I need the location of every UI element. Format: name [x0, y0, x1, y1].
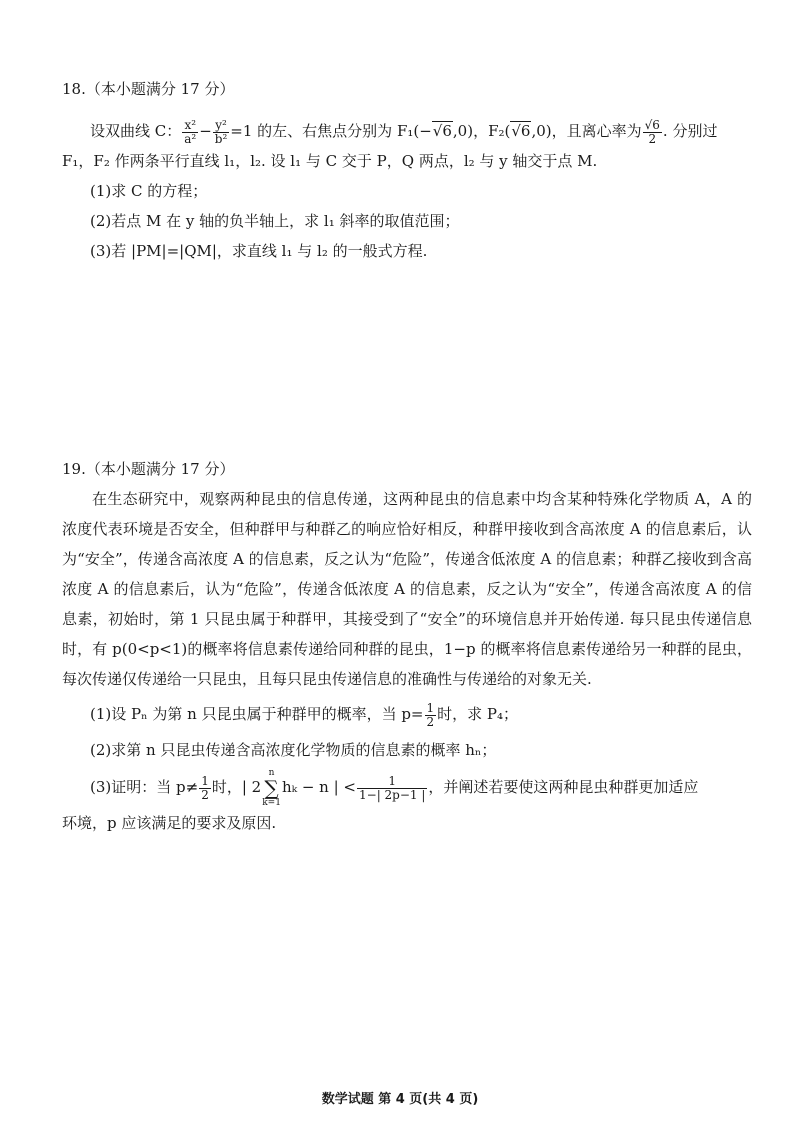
q19-part2: (2)求第 n 只昆虫传递含高浓度化学物质的信息素的概率 hₙ；: [90, 741, 497, 759]
question-18: [62, 78, 752, 266]
sqrt-6-f1: √6: [432, 122, 452, 140]
frac-bound: $\frac{1}{1-| 2p-1 |}$: [359, 773, 426, 802]
q19-part1: (1)设 Pₙ 为第 n 只昆虫属于种群甲的概率，当 p= $\frac{1}{2}$ 时，求 P₄；: [90, 700, 519, 729]
q18-stem-text-c: ,0)，F₂(: [452, 122, 511, 140]
q18-stem-line2: F₁，F₂ 作两条平行直线 l₁，l₂. 设 l₁ 与 C 交于 P，Q 两点，l₂ 与 y 轴交于点 M.: [62, 152, 598, 170]
sqrt-6-f2: √6: [511, 122, 531, 140]
question-19: [62, 458, 752, 838]
q19-part3: (3)证明：当 p≠ $\frac{1}{2}$ 时，| 2 n ∑ k=1 hₖ − n | < $\frac{1}{1-| 2p-1 |}$ ，并阐述若要使这两种昆虫种群更加适应: [90, 768, 699, 808]
q18-part3: (3)若 |PM|=|QM|，求直线 l₁ 与 l₂ 的一般式方程.: [90, 242, 428, 260]
q19-body: 在生态研究中，观察两种昆虫的信息传递，这两种昆虫的信息素中均含某种特殊化学物质 A，A 的浓度代表环境是否安全，但种群甲与种群乙的响应恰好相反，种群甲接收到含高浓度 A 的信息素后，认为“安全”，传递含高浓度 A 的信息素，反之认为“危险”，传递含低浓度 A 的信息素；种群乙接收到含高浓度 A 的信息素后，认为“危险”，传递含低浓度 A 的信息素，反之认为“安全”，传递含高浓度 A 的信息素，初始时，第 1 只昆虫属于种群甲，其接受到了“安全”的环境信息并开始传递. 每只昆虫传递信息时，有 p(0<p<1)的概率将信息素传递给同种群的昆虫，1−p 的概率将信息素传递给另一种群的昆虫，每次传递仅传递给一只昆虫，且每只昆虫传递信息的准确性与传递给的对象无关.: [62, 490, 752, 688]
frac-x2-a2: $\frac{\text{x²}}{\text{a²}}$: [184, 117, 197, 146]
summation-symbol: n ∑ k=1: [262, 768, 281, 808]
frac-half-p1: $\frac{1}{2}$: [426, 700, 435, 729]
frac-half-p3: $\frac{1}{2}$: [201, 773, 209, 802]
page-footer: 数学试题 第 4 页(共 4 页): [321, 1092, 479, 1107]
minus-sign: −: [199, 122, 212, 140]
q18-stem-text-a: 设双曲线 C：: [90, 122, 182, 140]
q18-stem-text-b: =1 的左、右焦点分别为 F₁(−: [230, 122, 432, 140]
q18-stem-text-d: ,0)，且离心率为: [531, 122, 642, 140]
q18-part1: (1)求 C 的方程；: [90, 182, 208, 200]
q19-header: 19.（本小题满分 17 分）: [62, 460, 235, 478]
q18-header: 18.（本小题满分 17 分）: [62, 80, 235, 98]
q19-part3-cont: 环境，p 应该满足的要求及原因.: [62, 814, 277, 832]
frac-y2-b2: $\frac{\text{y²}}{\text{b²}}$: [214, 117, 228, 146]
q18-stem-text-e: . 分别过: [662, 122, 718, 140]
q18-stem-line1: [62, 116, 752, 146]
frac-eccentricity: $\frac{√6}{2}$: [644, 117, 660, 146]
q18-part2: (2)若点 M 在 y 轴的负半轴上，求 l₁ 斜率的取值范围；: [90, 212, 460, 230]
